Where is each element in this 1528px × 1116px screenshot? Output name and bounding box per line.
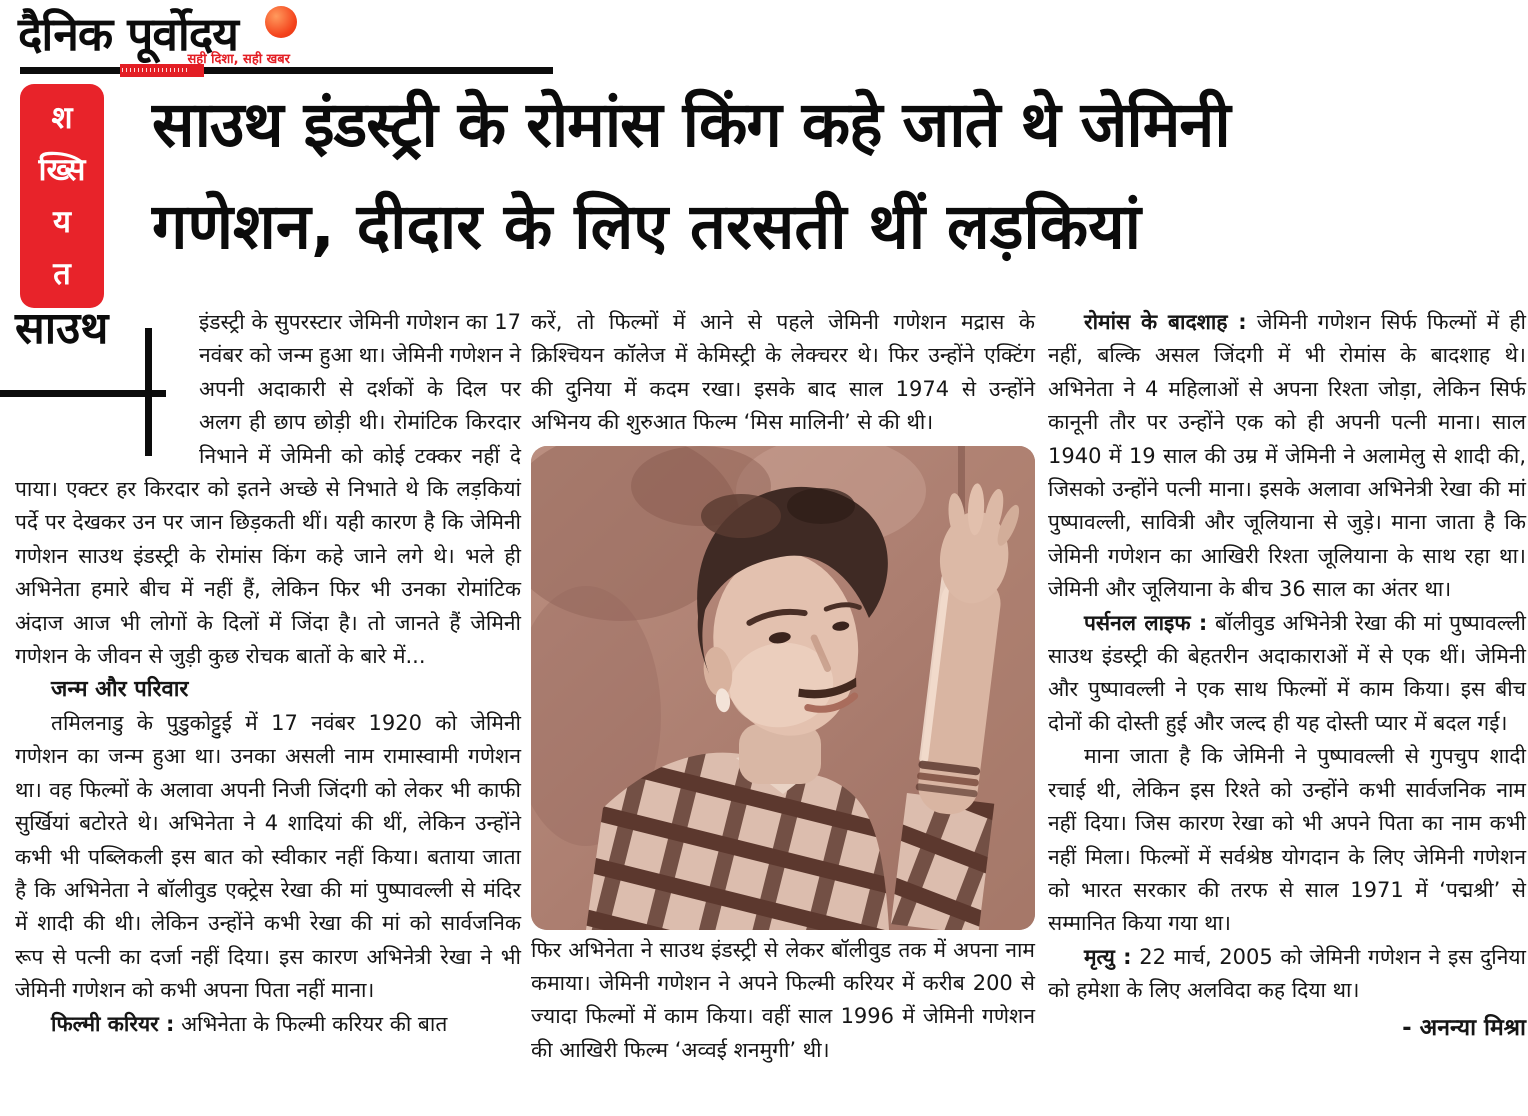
masthead <box>18 0 578 80</box>
paragraph-lead: फिल्मी करियर : <box>51 1011 175 1036</box>
article-headline <box>152 74 1524 278</box>
paragraph <box>1048 941 1526 1008</box>
paragraph <box>1048 306 1526 607</box>
paragraph-text: माना जाता है कि जेमिनी ने पुष्पावल्ली से गुपचुप शादी रचाई थी, लेकिन इस रिश्ते को उन्होंने कभी सार्वजनिक नाम नहीं दिया। जिस कारण रेखा को भी अपने पिता का नाम कभी नहीं मिला। फिल्मों में सर्वश्रेष्ठ योगदान के लिए जेमिनी गणेशन को भारत सरकार की तरफ से साल 1971 में ‘पद्मश्री’ से सम्मानित किया गया था। <box>1048 744 1526 936</box>
paragraph-text: जेमिनी गणेशन सिर्फ फिल्मों में ही नहीं, बल्कि असल जिंदगी में भी रोमांस के बादशाह थे। अभिनेता ने 4 महिलाओं से अपना रिश्ता जोड़ा, लेकिन सिर्फ कानूनी तौर पर उन्होंने एक को ही अपनी पत्नी माना। साल 1940 में 19 साल की उम्र में जेमिनी ने अलामेलु से शादी की, जिसको उन्होंने पत्नी माना। इसके अलावा अभिनेत्री रेखा की मां पुष्पावल्ली, सावित्री और जूलियाना से जुड़े। माना जाता है कि जेमिनी गणेशन का आखिरी रिश्ता जूलियाना के साथ रहा था। जेमिनी और जूलियाना के बीच 36 साल का अंतर था। <box>1048 310 1527 602</box>
paragraph <box>1048 607 1526 741</box>
article-column-1 <box>15 303 521 1112</box>
section-label: साउथ <box>15 303 109 354</box>
headline-line-2: गणेशन, दीदार के लिए तरसती थीं लड़कियां <box>152 190 1141 263</box>
article-column-3 <box>1048 306 1526 1112</box>
paragraph <box>15 707 521 1008</box>
paragraph-text: तमिलनाडु के पुडुकोट्टुई में 17 नवंबर 1920 को जेमिनी गणेशन का जन्म हुआ था। उनका असली नाम रामास्वामी गणेशन था। वह फिल्मों के अलावा अपनी निजी जिंदगी को लेकर भी काफी सुर्खियां बटोरते थे। अभिनेता ने 4 शादियां की थीं, लेकिन उन्होंने कभी भी पब्लिकली इस बात को स्वीकार नहीं किया। बताया जाता है कि अभिनेता ने बॉलीवुड एक्ट्रेस रेखा की मां पुष्पावल्ली से मंदिर में शादी की थी। लेकिन उन्होंने कभी रेखा की मां को सार्वजनिक रूप से पत्नी का दर्जा नहीं दिया। इस कारण अभिनेत्री रेखा ने भी जेमिनी गणेशन को कभी अपना पिता नहीं माना। <box>15 710 521 1003</box>
kicker-char: ख्सि <box>38 152 86 188</box>
masthead-rule <box>20 67 553 74</box>
paragraph-text: बॉलीवुड अभिनेत्री रेखा की मां पुष्पावल्ली साउथ इंडस्ट्री की बेहतरीन अदाकाराओं में से एक थीं। जेमिनी और पुष्पावल्ली ने एक साथ फिल्मों में काम किया। इस बीच दोनों की दोस्ती हुई और जल्द ही यह दोस्ती प्यार में बदल गई। <box>1048 610 1526 735</box>
headline-line-1: साउथ इंडस्ट्री के रोमांस किंग कहे जाते थे जेमिनी <box>152 88 1230 161</box>
masthead-tagline: सही दिशा, सही खबर <box>187 52 290 67</box>
kicker-char: य <box>53 204 71 240</box>
paragraph-lead: मृत्यु : <box>1084 944 1132 969</box>
paragraph: इंडस्ट्री के सुपरस्टार जेमिनी गणेशन का 17 नवंबर को जन्म हुआ था। जेमिनी गणेशन ने अपनी अदाकारी से दर्शकों के दिल पर अलग ही छाप छोड़ी थी। रोमांटिक किरदार निभाने में जेमिनी को कोई टक्कर नहीं दे पाया। एक्टर हर किरदार को इतने अच्छे से निभाते थे कि लड़कियां पर्दे पर देखकर उन पर जान छिड़कती थीं। यही कारण है कि जेमिनी गणेशन साउथ इंडस्ट्री के रोमांस किंग कहे जाने लगे थे। भले ही अभिनेता हमारे बीच में नहीं हैं, लेकिन फिर भी उनका रोमांटिक अंदाज आज भी लोगों के दिलों में जिंदा है। तो जानते हैं जेमिनी गणेशन के जीवन से जुड़ी कुछ रोचक बातों के बारे में... <box>15 310 521 669</box>
subhead-janm-aur-parivar: जन्म और परिवार <box>51 677 189 703</box>
kicker-char: त <box>53 256 71 292</box>
crosshair-horizontal-rule <box>0 390 166 397</box>
newspaper-logo: दैनिक पूर्वोदय <box>18 7 238 61</box>
paragraph-text: फिर अभिनेता ने साउथ इंडस्ट्री से लेकर बॉलीवुड तक में अपना नाम कमाया। जेमिनी गणेशन ने अपने फिल्मी करियर में करीब 200 से ज्यादा फिल्मों में काम किया। वहीं साल 1996 में जेमिनी गणेशन की आखिरी फिल्म ‘अव्वई शनमुगी’ थी। <box>531 937 1035 1062</box>
paragraph <box>531 306 1035 440</box>
paragraph-lead: रोमांस के बादशाह : <box>1084 310 1247 334</box>
byline: - अनन्या मिश्रा <box>1402 1014 1526 1041</box>
paragraph <box>1048 740 1526 940</box>
section-label-block <box>15 303 195 452</box>
kicker-char: श <box>51 100 73 136</box>
paragraph <box>531 934 1035 1068</box>
paragraph-lead: पर्सनल लाइफ : <box>1084 610 1208 635</box>
paragraph-text: अभिनेता के फिल्मी करियर की बात <box>174 1011 448 1036</box>
logo-sun-dot-icon <box>265 6 297 38</box>
kicker-box-shakhsiyat <box>20 84 104 308</box>
article-column-2 <box>531 306 1035 1112</box>
paragraph-text: करें, तो फिल्मों में आने से पहले जेमिनी गणेशन मद्रास के क्रिश्चियन कॉलेज में केमिस्ट्री के लेक्चरर थे। फिर उन्होंने एक्टिंग की दुनिया में कदम रखा। इसके बाद साल 1974 से उन्होंने अभिनय की शुरुआत फिल्म ‘मिस मालिनी’ से की थी। <box>531 310 1035 435</box>
gemini-ganesan-portrait-photo <box>531 446 1035 930</box>
paragraph-text: 22 मार्च, 2005 को जेमिनी गणेशन ने इस दुनिया को हमेशा के लिए अलविदा कह दिया था। <box>1048 944 1526 1003</box>
paragraph <box>15 1008 521 1041</box>
